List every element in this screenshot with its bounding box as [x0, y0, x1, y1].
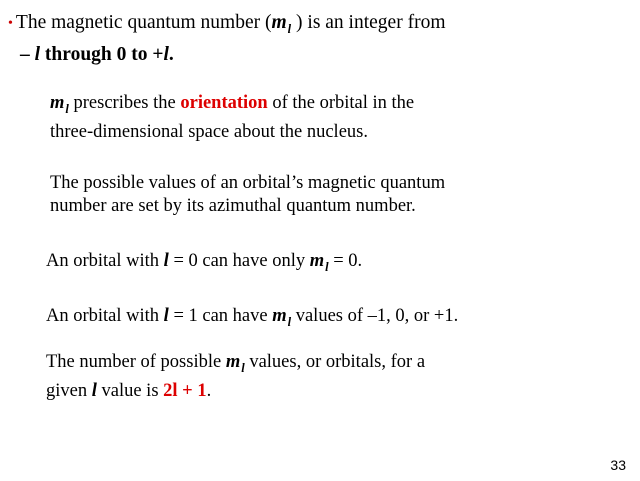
- bullet-line2-period: .: [168, 43, 174, 65]
- paragraph-l-one: [46, 305, 621, 334]
- m-subscript: l: [325, 259, 329, 274]
- number-line2-b: value is: [96, 380, 164, 401]
- bullet-text-part2: ) is an integer from: [291, 12, 446, 33]
- l-symbol: l: [163, 251, 169, 271]
- l-one-text-c: values of –1, 0, or +1.: [291, 306, 459, 326]
- m-symbol: m: [50, 93, 65, 113]
- paragraph-orientation: [50, 92, 615, 144]
- orientation-text-b: of the orbital in the: [267, 93, 415, 113]
- paragraph-possible-values: [50, 172, 615, 218]
- bullet-marker: •: [8, 16, 13, 32]
- possible-values-line2: number are set by its azimuthal quantum number.: [50, 196, 416, 216]
- possible-values-line1: The possible values of an orbital’s magnetic quantum: [50, 173, 446, 193]
- page-number: 33: [610, 457, 626, 473]
- number-line2-a: given: [46, 380, 92, 401]
- m-subscript: l: [287, 21, 292, 36]
- l-symbol: l: [91, 380, 97, 401]
- main-bullet: [8, 10, 628, 67]
- m-subscript: l: [241, 360, 245, 375]
- bullet-line2-l: l: [34, 43, 41, 65]
- bullet-line2-l2: l: [163, 43, 169, 65]
- orientation-highlight: orientation: [180, 93, 268, 113]
- l-one-text-b: = 1 can have: [168, 306, 273, 326]
- l-zero-text-b: = 0 can have only: [168, 251, 310, 271]
- orientation-text-a: prescribes the: [68, 93, 181, 113]
- number-text-b: values, or orbitals, for a: [244, 352, 426, 372]
- l-one-text-a: An orbital with: [46, 306, 164, 326]
- paragraph-number-of-values: [46, 351, 621, 403]
- m-symbol: m: [272, 306, 287, 326]
- m-symbol: m: [271, 12, 287, 33]
- l-symbol: l: [163, 306, 169, 326]
- paragraph-l-zero: [46, 250, 616, 279]
- m-symbol: m: [225, 352, 241, 372]
- bullet-line2-rest: through 0 to +: [40, 43, 164, 65]
- orientation-line2: three-dimensional space about the nucleus.: [50, 121, 368, 142]
- l-zero-text-c: = 0.: [328, 251, 363, 271]
- bullet-text-part1: The magnetic quantum number (: [15, 12, 272, 33]
- bullet-line2-prefix: –: [20, 43, 35, 65]
- m-symbol: m: [309, 251, 325, 271]
- number-line2-c: .: [206, 380, 212, 401]
- formula-2l-plus-1: 2l + 1: [163, 380, 207, 401]
- m-subscript: l: [65, 101, 69, 116]
- l-zero-text-a: An orbital with: [46, 251, 164, 271]
- number-text-a: The number of possible: [46, 352, 226, 372]
- m-subscript: l: [287, 314, 292, 329]
